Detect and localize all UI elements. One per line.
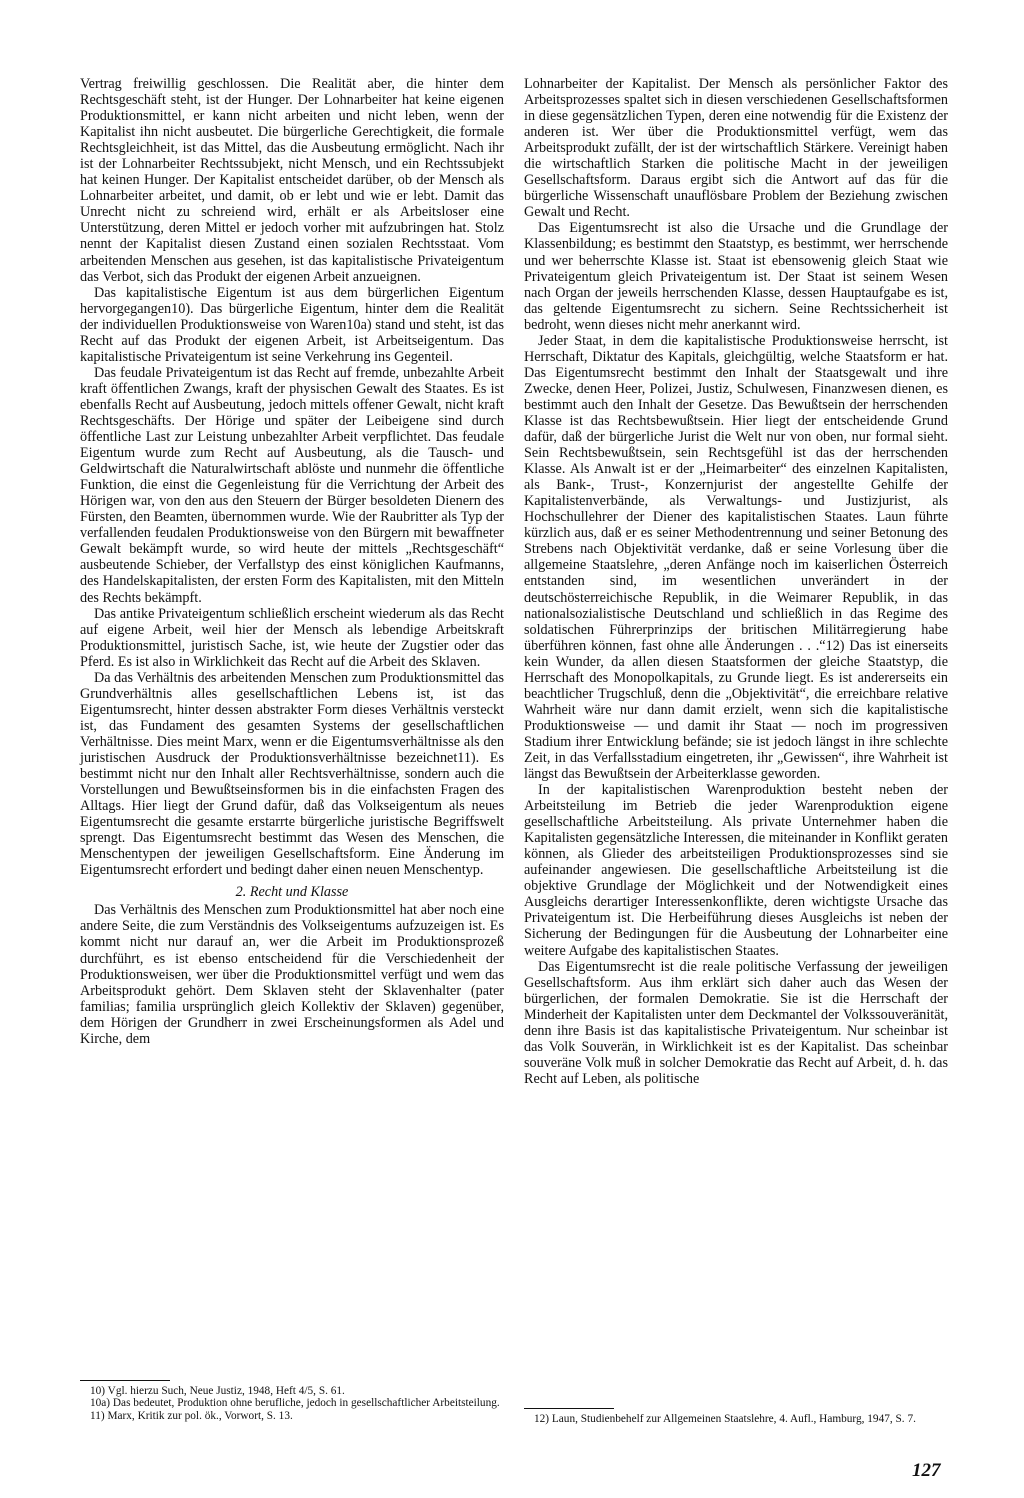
footnotes-left — [80, 1385, 504, 1422]
footnote-divider — [524, 1408, 614, 1409]
paragraph: Das Eigentumsrecht ist also die Ursache und die Grundlage der Klassenbildung; es bestimmt den Staatstyp, es bestimmt, wer herrschende und wer beherrschte Klasse ist. Staat ist ebensowenig gleich Staat wie Privateigentum gleich Privateigentum ist. Der Staat ist seinem Wesen nach Organ der jeweils herrschenden Klasse, dessen Hauptaufgabe es ist, das geltende Eigentumsrecht zu sichern. Seine Rechtssicherheit ist bedroht, wenn dieses nicht mehr anerkannt wird. — [524, 220, 948, 333]
section-heading: 2. Recht und Klasse — [235, 884, 349, 901]
footnotes-right — [524, 1413, 948, 1425]
footnote: 10) Vgl. hierzu Such, Neue Justiz, 1948, Heft 4/5, S. 61. — [90, 1385, 345, 1397]
paragraph: Lohnarbeiter der Kapitalist. Der Mensch als persönlicher Faktor des Arbeitsprozesses spaltet sich in diesen verschiedenen Gesellschaftsformen in diese gegensätzlichen Typen, deren eine notwendig für die Existenz der anderen ist. Wer über die Produktionsmittel verfügt, wem das Arbeitsprodukt zufällt, der ist der wirtschaftlich Stärkere. Vereinigt haben die wirtschaftlich Starken die politische Macht in der jeweiligen Gesellschaftsform. Daraus ergibt sich die Antwort auf das für die bürgerliche Wissenschaft unauflösbare Problem der Beziehung zwischen Gewalt und Recht. — [524, 76, 948, 221]
paragraph: In der kapitalistischen Warenproduktion besteht neben der Arbeitsteilung im Betrieb die jeder Warenproduktion eigene gesellschaftliche Arbeitsteilung. Als private Unternehmer haben die Kapitalisten gegensätzliche Interessen, die miteinander in Konflikt geraten können, als Glieder des arbeitsteiligen Produktionsprozesses sind sie aufeinander angewiesen. Die gesellschaftliche Arbeitsteilung ist die objektive Grundlage der Möglichkeit und der Notwendigkeit eines Ausgleichs derartiger Interessenkonflikte, deren wichtigste Ursache das Privateigentum ist. Die Herbeiführung dieses Ausgleichs ist neben der Sicherung der Bedingungen für die Ausbeutung der Lohnarbeiter eine weitere Aufgabe des kapitalistischen Staates. — [524, 782, 948, 959]
paragraph: Das Eigentumsrecht ist die reale politische Verfassung der jeweiligen Gesellschaftsform. Aus ihm erklärt sich daher auch das Wesen der bürgerlichen, der formalen Demokratie. Sie ist die Herrschaft der Minderheit der Kapitalisten unter dem Deckmantel der Volkssouveränität, denn ihre Basis ist das kapitalistische Privateigentum. Nur scheinbar ist das Volk Souverän, in Wirklichkeit ist es der Kapitalist. Das scheinbar souveräne Volk muß in solcher Demokratie das Recht auf Arbeit, d. h. das Recht auf Leben, als politische — [524, 958, 948, 1087]
paragraph: Das Verhältnis des Menschen zum Produktionsmittel hat aber noch eine andere Seite, die zum Verständnis des Volkseigentums aufzuzeigen ist. Es kommt nicht nur darauf an, wer die Arbeit im Produktionsprozeß durchführt, es ist ebenso entscheidend für die Verschiedenheit der Produktionsweisen, wer über die Produktionsmittel verfügt und wem das Arbeitsprodukt gehört. Dem Sklaven steht der Sklavenhalter (pater familias; familia ursprünglich gleich Kollektiv der Sklaven) gegenüber, dem Hörigen der Grundherr in zwei Erscheinungsformen als Adel und Kirche, dem — [80, 902, 504, 1047]
paragraph: Vertrag freiwillig geschlossen. Die Realität aber, die hinter dem Rechtsgeschäft steht, ist der Hunger. Der Lohnarbeiter hat keine eigenen Produktionsmittel, er kann nicht arbeiten und nicht leben, wenn der Kapitalist ihn nicht ausbeutet. Die bürgerliche Gerechtigkeit, die formale Rechtsgleichheit, ist das Mittel, das die Ausbeutung ermöglicht. Nach ihr ist der Lohnarbeiter Rechtssubjekt, nicht Mensch, und ein Rechtssubjekt hat keinen Hunger. Der Kapitalist entscheidet darüber, ob der Mensch als Lohnarbeiter arbeitet, und damit, ob er lebt und wie er lebt. Damit das Unrecht nicht zu schreiend wird, erhält er als Arbeitsloser eine Unterstützung, deren Mittel er jedoch vorher mit aufzubringen hat. Stolz nennt der Kapitalist diesen Zustand einen sozialen Rechtsstaat. Vom arbeitenden Menschen aus gesehen, ist das kapitalistische Privateigentum das Verbot, sich das Produkt der eigenen Arbeit anzueignen. — [80, 76, 504, 285]
footnote: 12) Laun, Studienbehelf zur Allgemeinen Staatslehre, 4. Aufl., Hamburg, 1947, S. 7. — [534, 1413, 916, 1425]
paragraph: Das feudale Privateigentum ist das Recht auf fremde, unbezahlte Arbeit kraft öffentlichen Zwangs, kraft der physischen Gewalt des Staates. Es ist ebenfalls Recht auf Ausbeutung, jedoch mittels offener Gewalt, nicht kraft Rechtsgeschäfts. Der Hörige und später der Leibeigene sind durch öffentliche Last zur Leistung unbezahlter Arbeit verpflichtet. Das feudale Eigentum wurde zum Recht auf Ausbeutung, als die Tausch- und Geldwirtschaft die Naturalwirtschaft ablöste und nunmehr die öffentliche Funktion, die einst die Gegenleistung für die Verrichtung der Arbeit des Hörigen war, von den aus den Steuern der Bürger besoldeten Dienern des Fürsten, den Beamten, übernommen wurde. Wie der Raubritter als Typ der verfallenden feudalen Produktionsweise von den Bürgern mit bewaffneter Gewalt bekämpft wurde, so wird heute der mittels „Rechtsgeschäft“ ausbeutende Schieber, der Verfallstyp des einst königlichen Kaufmanns, des Handelskapitalisten, der ersten Form des Kapitalisten, mit den Mitteln des Rechts bekämpft. — [80, 364, 504, 606]
paragraph: Das kapitalistische Eigentum ist aus dem bürgerlichen Eigentum hervorgegangen10). Das bürgerliche Eigentum, hinter dem die Realität der individuellen Produktionsweise von Waren10a) stand und steht, ist das Recht auf das Produkt der eigenen Arbeit, ist Arbeitseigentum. Das kapitalistische Privateigentum ist seine Verkehrung ins Gegenteil. — [80, 284, 504, 365]
footnote: 10a) Das bedeutet, Produktion ohne berufliche, jedoch in gesellschaftlicher Arbeitsteilung. — [90, 1397, 500, 1410]
paragraph: Da das Verhältnis des arbeitenden Menschen zum Produktionsmittel das Grundverhältnis alles gesellschaftlichen Lebens ist, ist das Eigentumsrecht, hinter dessen abstrakter Form dieses Verhältnis versteckt ist, das Fundament des gesamten Systems der gesellschaftlichen Verhältnisse. Dies meint Marx, wenn er die Eigentumsverhältnisse als den juristischen Ausdruck der Produktionsverhältnisse bezeichnet11). Es bestimmt nicht nur den Inhalt aller Rechtsverhältnisse, sondern auch die Vorstellungen und Bewußtseinsformen bis in die einfachsten Fragen des Alltags. Hier liegt der Grund dafür, daß das Volkseigentum als neues Eigentumsrecht die gesamte erstarrte bürgerliche juristische Begriffswelt sprengt. Das Eigentumsrecht bestimmt das Wesen des Menschen, die Menschentypen der jeweiligen Gesellschaftsform. Eine Änderung im Eigentumsrecht erfordert und bedingt daher einen neuen Menschentyp. — [80, 669, 504, 879]
right-column — [524, 76, 948, 1087]
left-column — [80, 76, 504, 1047]
paragraph: Jeder Staat, in dem die kapitalistische Produktionsweise herrscht, ist Herrschaft, Diktatur des Kapitals, gleichgültig, welche Staatsform er hat. Das Eigentumsrecht bestimmt den Inhalt der Staatsgewalt und ihre Zwecke, denen Heer, Polizei, Justiz, Schulwesen, Finanzwesen dienen, es bestimmt auch den Inhalt der Gesetze. Das Bewußtsein der herrschenden Klasse ist das Rechtsbewußtsein. Hier liegt der entscheidende Grund dafür, daß der bürgerliche Jurist die Welt nur von oben, nur formal sieht. Sein Rechtsbewußtsein, sein Rechtsgefühl ist das der herrschenden Klasse. Als Anwalt ist er der „Heimarbeiter“ des einzelnen Kapitalisten, als Bank-, Trust-, Konzernjurist der angestellte Gehilfe der Kapitalistenverbände, als Verwaltungs- und Justizjurist, als Hochschullehrer der Diener des kapitalistischen Staates. Laun führte kürzlich aus, daß er es seiner Methodentrennung und seiner Betonung des Strebens nach Objektivität verdanke, daß er seine Vorlesung über die allgemeine Staatslehre, „deren Anfänge noch im kaiserlichen Österreich entstanden sind, im wesentlichen unverändert in der deutschösterreichische Republik, in die Weimarer Republik, in das nationalsozialistische Deutschland und schließlich in das Regime des soldatischen Führerprinzips der britischen Militärregierung habe überführen können, fast ohne alle Änderungen . . .“12) Das ist einerseits kein Wunder, da allen diesen Staatsformen der gleiche Staatstyp, die Herrschaft des Monopolkapitals, zu Grunde liegt. Es ist andererseits ein beachtlicher Trugschluß, denn die „Objektivität“, die erreichbare relative Wahrheit wäre nur dann damit erzielt, wenn sich die kapitalistische Produktionsweise — und damit ihr Staat — noch im progressiven Stadium ihrer Entwicklung befände; sie ist jedoch längst in ihre schlechte Zeit, in das Verfallsstadium eingetreten, ihr „Gewissen“, ihre Wahrheit ist längst das Bewußtsein der Arbeiterklasse geworden. — [524, 332, 948, 783]
footnote-divider — [80, 1380, 170, 1381]
footnote: 11) Marx, Kritik zur pol. ök., Vorwort, S. 13. — [90, 1409, 293, 1422]
paragraph: Das antike Privateigentum schließlich erscheint wiederum als das Recht auf eigene Arbeit, weil hier der Mensch als lebendige Arbeitskraft Produktionsmittel, juristisch Sache, ist, wie heute der Zugstier oder das Pferd. Es ist also in Wirklichkeit das Recht auf die Arbeit des Sklaven. — [80, 605, 504, 670]
page-number: 127 — [912, 1460, 941, 1481]
